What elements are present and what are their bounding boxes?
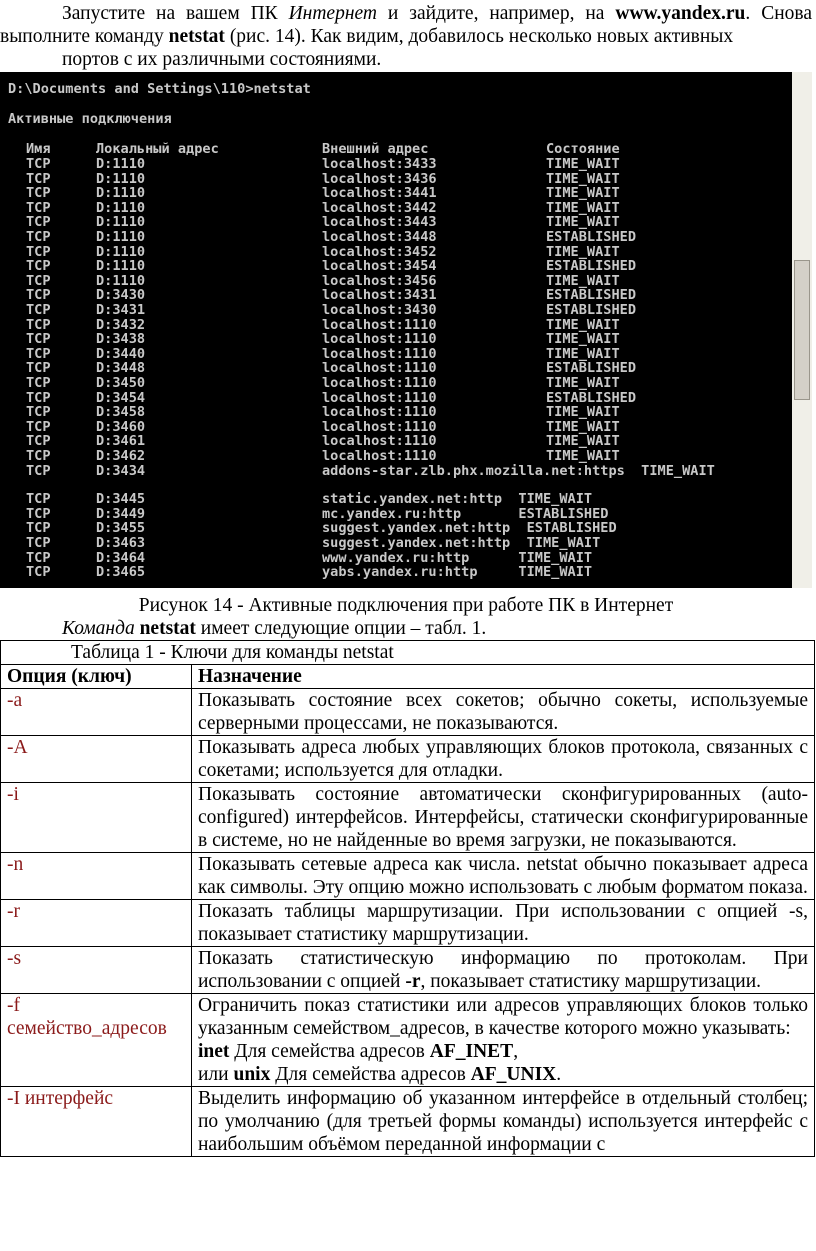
console-cell: D:3438 [96,331,146,348]
console-cell: TCP [26,316,51,333]
command-intro-text: имеет следующие опции – табл. 1. [195,618,487,639]
console-cell: ESTABLISHED [546,360,637,377]
option-desc-text: Ограничить показ статистики или адресов управляющих блоков только указанным семейством_адресов, в качестве которого можно указывать: [198,995,808,1039]
console-cell: www.yandex.ru:http TIME_WAIT [322,549,593,566]
console-cell: TCP [26,462,51,479]
console-prompt: D:\Documents and Settings\110>netstat [8,81,311,97]
console-cell: TCP [26,520,51,537]
console-cell: TCP [26,272,51,289]
option-desc-bold: unix [233,1064,271,1085]
console-cell: TIME_WAIT [546,170,620,187]
table-row [1,947,815,994]
console-cell: TIME_WAIT [546,214,620,231]
console-cell: TCP [26,375,51,391]
console-row [0,157,790,172]
console-cell: localhost:1110 [322,448,437,464]
option-desc [192,947,815,994]
console-scrollbar[interactable] [792,72,812,588]
option-desc-bold: AF_INET [429,1041,514,1062]
console-row [0,259,790,274]
console-row [0,303,790,318]
console-cell: TIME_WAIT [546,375,620,391]
console-cell: ESTABLISHED [546,229,637,245]
console-row [0,405,790,420]
console-cell: D:3431 [96,302,146,318]
console-cell: TCP [26,243,51,260]
table-row [1,994,815,1087]
console-cell: TCP [26,170,51,187]
option-desc: Показывать сетевые адреса как числа. netstat обычно показывает адреса как символы. Эту опцию можно использовать с любым форматом показа. [192,853,815,900]
console-cell: TCP [26,345,51,362]
intro-url: www.yandex.ru [615,3,746,24]
console-cell: localhost:3448 [322,229,437,245]
intro-command: netstat [168,26,225,47]
console-cell: TIME_WAIT [546,404,620,421]
option-key: -i [1,783,192,853]
console-header: Имя [26,141,51,157]
console-cell: yabs.yandex.ru:http TIME_WAIT [322,564,593,581]
console-cell: localhost:3452 [322,243,437,260]
table-caption: Таблица 1 - Ключи для команды netstat [1,641,815,665]
console-cell: D:3463 [96,535,146,551]
console-cell: TCP [26,287,51,304]
console-cell: ESTABLISHED [546,302,637,318]
console-cell: TCP [26,199,51,216]
console-cell: TCP [26,229,51,245]
table-row [1,783,815,853]
console-cell: localhost:3433 [322,156,437,172]
console-cell: TIME_WAIT [546,331,620,348]
console-cell: localhost:1110 [322,418,437,435]
option-key: -s [1,947,192,994]
console-cell: TIME_WAIT [546,418,620,435]
table-row [1,900,815,947]
intro-text: выполните команду [0,26,169,47]
console-cell: D:1110 [96,214,146,231]
table-row [1,689,815,736]
figure-caption: Рисунок 14 - Активные подключения при работе ПК в Интернет [138,595,674,616]
console-cell: D:3462 [96,448,146,464]
console-row [0,376,790,391]
console-row [0,449,790,464]
console-cell: D:3448 [96,360,146,377]
console-cell: D:1110 [96,229,146,245]
option-desc-text: , [513,1041,519,1062]
option-desc-text: Для семейства адресов [229,1041,430,1062]
option-desc-text: или [198,1064,234,1085]
option-desc-text: , показывает статистику маршрутизации. [420,971,762,992]
table-caption-row [1,641,815,665]
command-intro-bold: netstat [134,618,196,639]
console-cell: D:1110 [96,185,146,202]
console-cell: TCP [26,448,51,464]
console-cell: TIME_WAIT [546,316,620,333]
console-window [0,72,812,588]
option-desc-text: Для семейства адресов [270,1064,471,1085]
console-cell: TCP [26,360,51,377]
console-cell: localhost:1110 [322,375,437,391]
console-cell: TCP [26,258,51,275]
option-key-flag: -f [7,995,20,1016]
console-cell: D:1110 [96,170,146,187]
console-cell: localhost:1110 [322,404,437,421]
console-cell: TIME_WAIT [546,433,620,450]
table-header-purpose: Назначение [192,665,815,689]
option-key: -r [1,900,192,947]
console-cell: localhost:3456 [322,272,437,289]
console-cell: TCP [26,564,51,581]
console-cell: D:3461 [96,433,146,450]
option-desc: Выделить информацию об указанном интерфейсе в отдельный столбец; по умолчанию (для третьей формы команды) используется интерфейс с наибольшим объёмом переданной информации с [192,1087,815,1157]
console-cell: D:3454 [96,389,146,406]
console-cell: TIME_WAIT [546,185,620,202]
console-cell: D:3449 [96,505,146,522]
console-cell: D:3455 [96,520,146,537]
console-header: Локальный адрес [96,141,219,157]
console-cell: TCP [26,505,51,522]
console-cell: TIME_WAIT [546,448,620,464]
console-cell: localhost:1110 [322,345,437,362]
console-cell: ESTABLISHED [546,287,637,304]
option-key: -n [1,853,192,900]
console-cell: suggest.yandex.net:http ESTABLISHED [322,520,617,537]
console-cell: suggest.yandex.net:http TIME_WAIT [322,535,601,551]
option-desc: Показывать адреса любых управляющих блоков протокола, связанных с сокетами; используется для отладки. [192,736,815,783]
console-cell: TCP [26,535,51,551]
intro-paragraph [0,2,812,71]
intro-text: и зайдите, например, на [377,3,616,24]
console-cell: D:3464 [96,549,146,566]
console-cell: D:3440 [96,345,146,362]
option-key: -I интерфейс [1,1087,192,1157]
console-cell: localhost:3443 [322,214,437,231]
console-cell: D:3450 [96,375,146,391]
console-cell: localhost:1110 [322,316,437,333]
table-row [1,853,815,900]
option-key: -a [1,689,192,736]
console-cell: TIME_WAIT [546,345,620,362]
console-cell: TIME_WAIT [546,199,620,216]
option-desc-text: Показать статистическую информацию по протоколам. При использовании с опцией [198,948,808,992]
option-key [1,994,192,1087]
console-cell: ESTABLISHED [546,389,637,406]
console-cell: localhost:3454 [322,258,437,275]
console-header: Внешний адрес [322,141,429,157]
console-row [0,186,790,201]
table-header-row [1,665,815,689]
option-key-arg: семейство_адресов [7,1018,167,1039]
console-cell: localhost:3430 [322,302,437,318]
intro-text: Запустите на вашем ПК [62,3,289,24]
console-cell: TCP [26,433,51,450]
console-cell: localhost:1110 [322,360,437,377]
console-cell: D:1110 [96,243,146,260]
table-header-option: Опция (ключ) [1,665,192,689]
console-cell: TCP [26,302,51,318]
intro-italic: Интернет [288,3,377,24]
table-row [1,736,815,783]
console-scroll-thumb[interactable] [794,260,810,400]
console-cell: D:1110 [96,258,146,275]
command-intro [62,617,486,640]
console-cell: localhost:3436 [322,170,437,187]
console-row [0,464,790,479]
console-row [0,565,790,580]
option-desc-bold: inet [198,1041,230,1062]
console-cell: localhost:3441 [322,185,437,202]
console-cell: TCP [26,418,51,435]
option-desc-bold: -r [405,971,421,992]
intro-text: . Снова [745,3,812,24]
console-cell: D:3460 [96,418,146,435]
console-cell: TIME_WAIT [546,272,620,289]
console-cell: localhost:1110 [322,389,437,406]
option-desc: Показать таблицы маршрутизации. При использовании с опцией -s, показывает статистику маршрутизации. [192,900,815,947]
console-cell: TCP [26,214,51,231]
console-row [0,492,790,507]
option-desc [192,994,815,1087]
console-row [0,230,790,245]
console-cell: TCP [26,156,51,172]
console-cell: TCP [26,331,51,348]
console-row [0,332,790,347]
console-header: Состояние [546,141,620,157]
console-cell: static.yandex.net:http TIME_WAIT [322,491,593,508]
console-header-row [0,142,790,157]
console-cell: addons-star.zlb.phx.mozilla.net:https TIME_WAIT [322,462,715,479]
console-cell: D:1110 [96,199,146,216]
console-row [0,536,790,551]
console-heading: Активные подключения [8,111,172,127]
intro-text: портов с их различными состояниями. [62,49,382,70]
option-desc: Показывать состояние всех сокетов; обычно сокеты, используемые серверными процессами, не показываются. [192,689,815,736]
console-cell: localhost:1110 [322,331,437,348]
console-cell: localhost:3442 [322,199,437,216]
console-cell: TCP [26,389,51,406]
console-cell: localhost:1110 [322,433,437,450]
option-desc-bold: AF_UNIX [470,1064,557,1085]
console-cell: D:3432 [96,316,146,333]
option-desc: Показывать состояние автоматически сконфигурированных (auto-configured) интерфейсов. Интерфейсы, статически сконфигурированные в системе, но не найденные во время загрузки, не показываются. [192,783,815,853]
console-cell: TCP [26,491,51,508]
console-cell: D:3430 [96,287,146,304]
console-cell: TIME_WAIT [546,243,620,260]
command-intro-italic: Команда [62,618,135,639]
console-cell: TCP [26,185,51,202]
options-table [0,640,815,1157]
console-cell: D:1110 [96,156,146,172]
console-cell: D:3458 [96,404,146,421]
option-desc-text: . [556,1064,562,1085]
console-cell: localhost:3431 [322,287,437,304]
console-cell: mc.yandex.ru:http ESTABLISHED [322,505,609,522]
console-cell: TCP [26,549,51,566]
console-cell: D:3465 [96,564,146,581]
option-key: -A [1,736,192,783]
console-cell: ESTABLISHED [546,258,637,275]
console-cell: D:3445 [96,491,146,508]
console-cell: D:1110 [96,272,146,289]
console-cell: D:3434 [96,462,146,479]
intro-text: (рис. 14). Как видим, добавилось несколько новых активных [224,26,734,47]
table-row [1,1087,815,1157]
console-cell: TCP [26,404,51,421]
console-cell: TIME_WAIT [546,156,620,172]
